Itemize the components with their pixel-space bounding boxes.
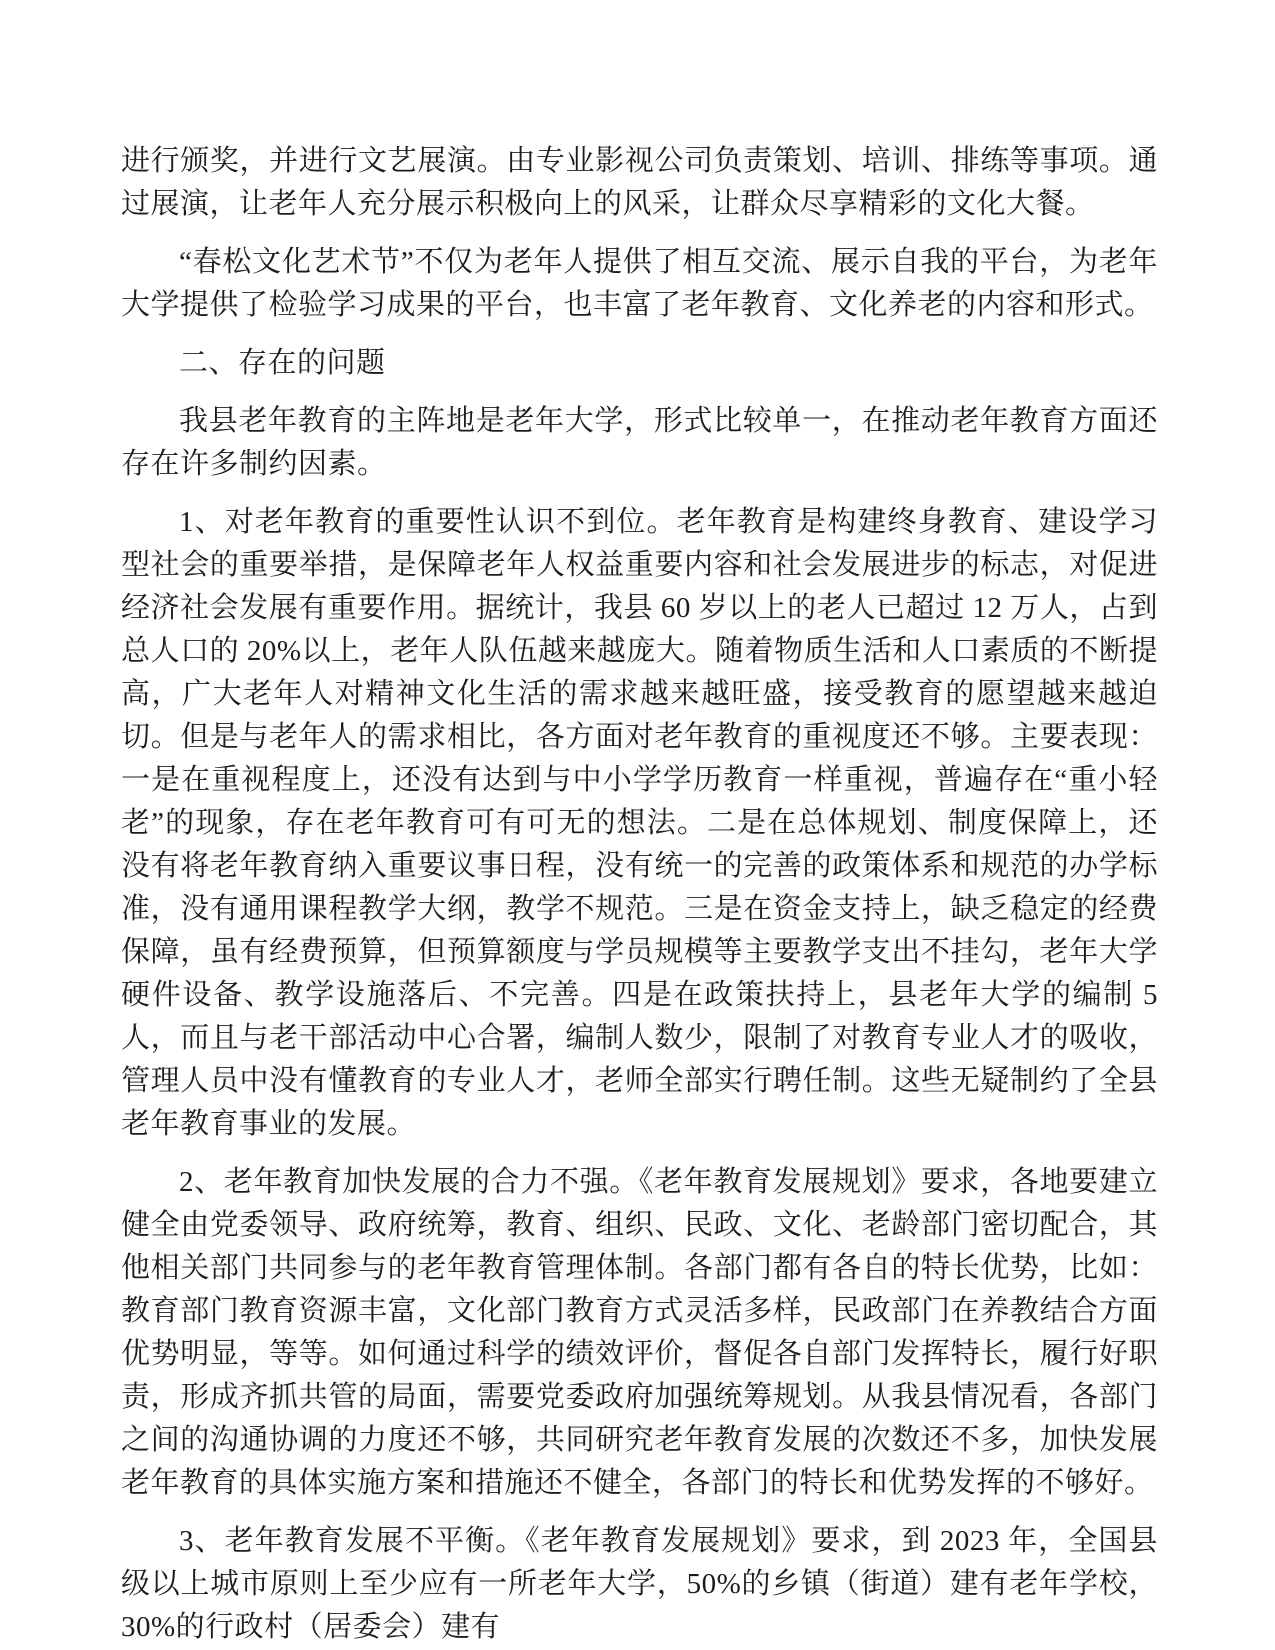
document-body bbox=[121, 140, 1158, 1649]
paragraph: “春松文化艺术节”不仅为老年人提供了相互交流、展示自我的平台，为老年大学提供了检验学习成果的平台，也丰富了老年教育、文化养老的内容和形式。 bbox=[121, 246, 1158, 321]
section-heading: 二、存在的问题 bbox=[179, 347, 386, 379]
paragraph: 我县老年教育的主阵地是老年大学，形式比较单一，在推动老年教育方面还存在许多制约因素。 bbox=[121, 405, 1158, 480]
paragraph: 进行颁奖，并进行文艺展演。由专业影视公司负责策划、培训、排练等事项。通过展演，让老年人充分展示积极向上的风采，让群众尽享精彩的文化大餐。 bbox=[121, 145, 1158, 220]
paragraph: 3、老年教育发展不平衡。《老年教育发展规划》要求，到 2023 年，全国县级以上城市原则上至少应有一所老年大学，50%的乡镇（街道）建有老年学校，30%的行政村（居委会）建有 bbox=[121, 1525, 1158, 1643]
paragraph: 2、老年教育加快发展的合力不强。《老年教育发展规划》要求，各地要建立健全由党委领导、政府统筹，教育、组织、民政、文化、老龄部门密切配合，其他相关部门共同参与的老年教育管理体制。各部门都有各自的特长优势，比如：教育部门教育资源丰富，文化部门教育方式灵活多样，民政部门在养教结合方面优势明显，等等。如何通过科学的绩效评价，督促各自部门发挥特长，履行好职责，形成齐抓共管的局面，需要党委政府加强统筹规划。从我县情况看，各部门之间的沟通协调的力度还不够，共同研究老年教育发展的次数还不多，加快发展老年教育的具体实施方案和措施还不健全，各部门的特长和优势发挥的不够好。 bbox=[121, 1166, 1158, 1499]
paragraph: 1、对老年教育的重要性认识不到位。老年教育是构建终身教育、建设学习型社会的重要举措，是保障老年人权益重要内容和社会发展进步的标志，对促进经济社会发展有重要作用。据统计，我县 60 岁以上的老人已超过 12 万人，占到总人口的 20%以上，老年人队伍越来越庞大。随着物质生活和人口素质的不断提高，广大老年人对精神文化生活的需求越来越旺盛，接受教育的愿望越来越迫切。但是与老年人的需求相比，各方面对老年教育的重视度还不够。主要表现：一是在重视程度上，还没有达到与中小学学历教育一样重视，普遍存在“重小轻老”的现象，存在老年教育可有可无的想法。二是在总体规划、制度保障上，还没有将老年教育纳入重要议事日程，没有统一的完善的政策体系和规范的办学标准，没有通用课程教学大纲，教学不规范。三是在资金支持上，缺乏稳定的经费保障，虽有经费预算，但预算额度与学员规模等主要教学支出不挂勾，老年大学硬件设备、教学设施落后、不完善。四是在政策扶持上，县老年大学的编制 5 人，而且与老干部活动中心合署，编制人数少，限制了对教育专业人才的吸收，管理人员中没有懂教育的专业人才，老师全部实行聘任制。这些无疑制约了全县老年教育事业的发展。 bbox=[121, 506, 1158, 1140]
